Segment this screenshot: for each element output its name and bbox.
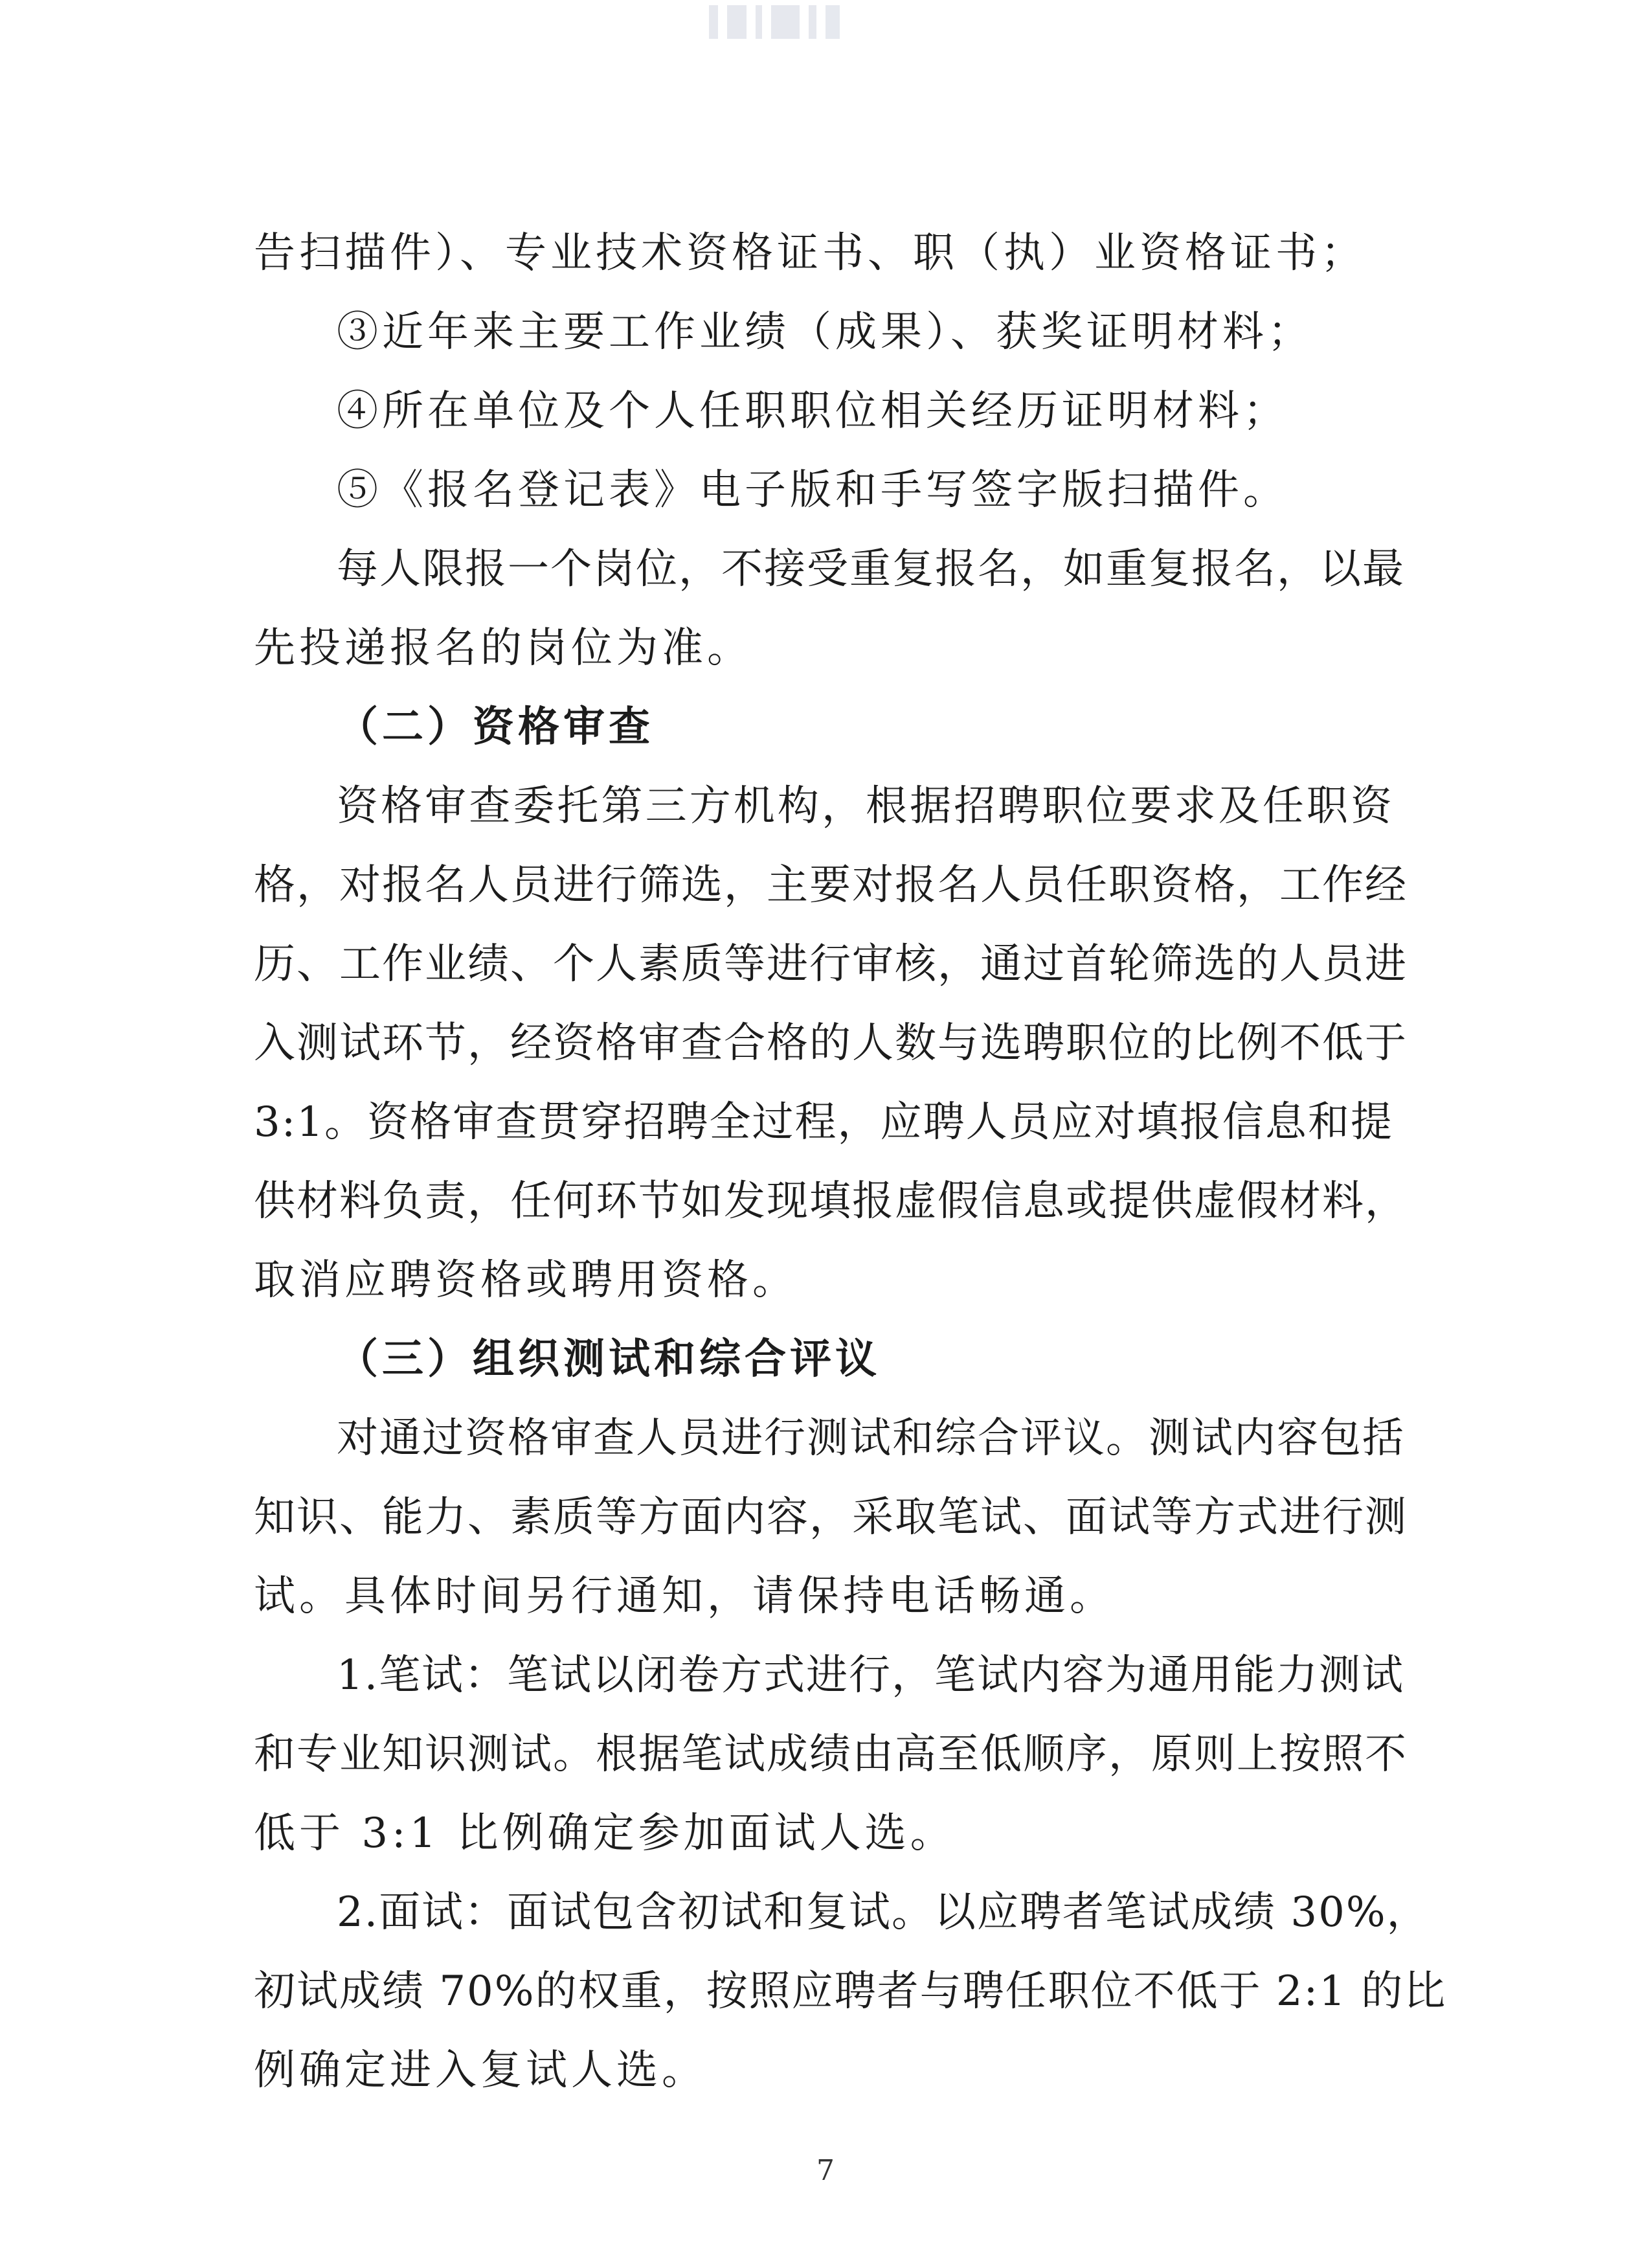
list-item-4: ④所在单位及个人任职职位相关经历证明材料； bbox=[337, 387, 1288, 435]
document-body bbox=[254, 214, 1447, 2110]
text-line: 3:1。资格审查贯穿招聘全过程，应聘人员应对填报信息和提 bbox=[254, 1098, 1393, 1146]
text-line: 资格审查委托第三方机构，根据招聘职位要求及任职资 bbox=[337, 782, 1393, 830]
text-line: 例确定进入复试人选。 bbox=[254, 2047, 707, 2094]
text-line: 1.笔试：笔试以闭卷方式进行，笔试内容为通用能力测试 bbox=[337, 1651, 1405, 1699]
text-line: 2.面试：面试包含初试和复试。以应聘者笔试成绩 30%， bbox=[337, 1888, 1430, 1936]
text-line: 格，对报名人员进行筛选，主要对报名人员任职资格，工作经 bbox=[254, 861, 1408, 909]
text-line: 知识、能力、素质等方面内容，采取笔试、面试等方式进行测 bbox=[254, 1493, 1408, 1541]
section-heading-qualification-review: （二）资格审查 bbox=[337, 703, 654, 751]
text-line: 低于 3:1 比例确定参加面试人选。 bbox=[254, 1809, 956, 1857]
text-line: 告扫描件）、专业技术资格证书、职（执）业资格证书； bbox=[254, 229, 1366, 277]
text-line: 初试成绩 70%的权重，按照应聘者与聘任职位不低于 2:1 的比 bbox=[254, 1967, 1447, 2015]
text-line: 取消应聘资格或聘用资格。 bbox=[254, 1256, 798, 1304]
list-item-3: ③近年来主要工作业绩（成果）、获奖证明材料； bbox=[337, 308, 1313, 356]
list-item-5: ⑤《报名登记表》电子版和手写签字版扫描件。 bbox=[337, 466, 1288, 514]
text-line: 供材料负责，任何环节如发现填报虚假信息或提供虚假材料， bbox=[254, 1177, 1408, 1225]
text-line: 入测试环节，经资格审查合格的人数与选聘职位的比例不低于 bbox=[254, 1019, 1408, 1067]
scanner-artifact bbox=[709, 5, 1149, 39]
text-line: 和专业知识测试。根据笔试成绩由高至低顺序，原则上按照不 bbox=[254, 1730, 1408, 1778]
page-number: 7 bbox=[816, 2154, 835, 2187]
text-line: 先投递报名的岗位为准。 bbox=[254, 624, 752, 672]
text-line: 每人限报一个岗位，不接受重复报名，如重复报名，以最 bbox=[337, 545, 1405, 593]
section-heading-testing-evaluation: （三）组织测试和综合评议 bbox=[337, 1335, 881, 1383]
text-line: 对通过资格审查人员进行测试和综合评议。测试内容包括 bbox=[337, 1414, 1405, 1462]
text-line: 试。具体时间另行通知，请保持电话畅通。 bbox=[254, 1572, 1115, 1620]
text-line: 历、工作业绩、个人素质等进行审核，通过首轮筛选的人员进 bbox=[254, 940, 1408, 988]
